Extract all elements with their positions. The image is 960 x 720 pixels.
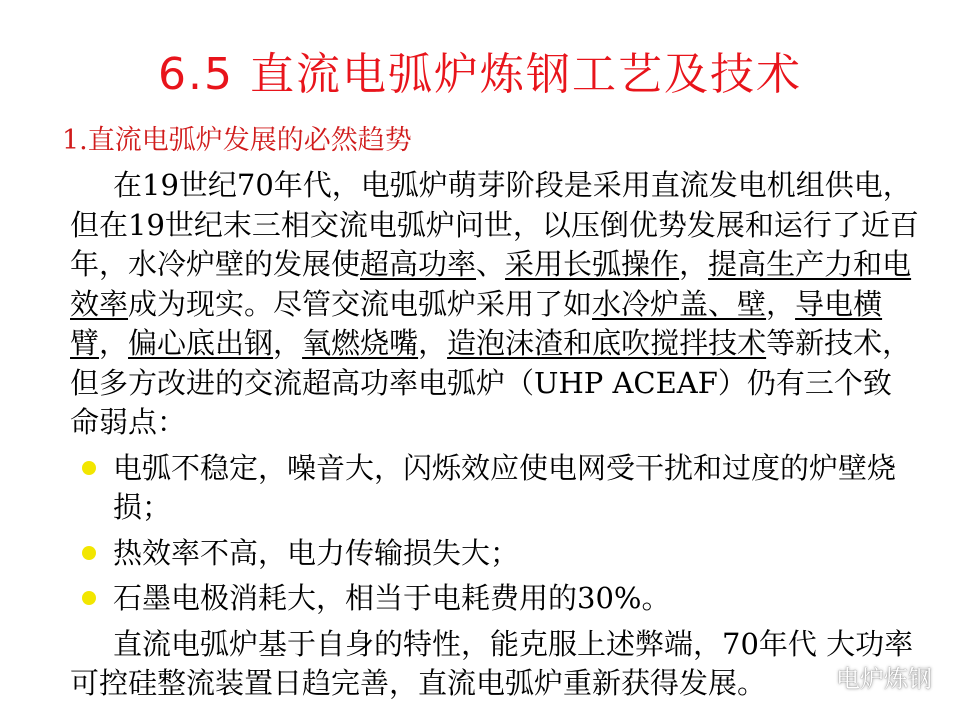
underlined-term: 超高功率 — [360, 247, 477, 281]
paragraph-text: ， — [418, 326, 448, 360]
underlined-term: 造泡沫渣和底吹搅拌技术 — [447, 326, 767, 360]
bullet-dot-icon — [82, 546, 96, 560]
paragraph-text: 成为现实。尽管交流电弧炉采用了如 — [128, 286, 593, 321]
underlined-term: 偏心底出钢 — [128, 326, 274, 360]
underlined-term: 氧燃烧嘴 — [302, 326, 419, 360]
bullet-dot-icon — [82, 461, 96, 475]
list-item-text: 石墨电极消耗大，相当于电耗费用的30%。 — [113, 581, 671, 615]
paragraph-text: 在19世纪70年代，电弧炉萌芽阶段是采用直流发电机组供电，但在19世纪末三相交流电弧炉问世，以压倒优势发展和运行了近百年，水冷炉壁的发展使 — [70, 168, 919, 281]
slide-body — [70, 166, 920, 704]
list-item-text: 电弧不稳定，噪音大，闪烁效应使电网受干扰和过度的炉壁烧损； — [113, 450, 897, 524]
list-item — [70, 534, 920, 574]
underlined-term: 导电横臂 — [70, 286, 883, 360]
list-item — [70, 579, 920, 619]
underlined-term: 水冷炉盖、壁 — [592, 286, 767, 321]
intro-paragraph — [70, 166, 920, 443]
paragraph-text: ， — [766, 286, 796, 321]
paragraph-text: 等新技术，但多方改进的交流超高功率电弧炉（UHP ACEAF）仍有三个致命弱点： — [70, 326, 912, 439]
underlined-term: 提高生产力和电效率 — [70, 247, 912, 321]
list-item-text: 热效率不高，电力传输损失大； — [113, 535, 520, 570]
wechat-icon — [800, 664, 830, 690]
underlined-term: 采用长弧操作 — [505, 247, 680, 281]
paragraph-text: ， — [99, 326, 129, 360]
slide-title: 6.5 直流电弧炉炼钢工艺及技术 — [158, 49, 802, 100]
closing-paragraph: 直流电弧炉基于自身的特性，能克服上述弊端，70年代 大功率可控硅整流装置日趋完善，直流电弧炉重新获得发展。 — [70, 626, 914, 700]
watermark-text: 电炉炼钢 — [836, 665, 932, 693]
weakness-list — [70, 449, 920, 619]
list-item — [70, 449, 920, 528]
watermark — [800, 659, 932, 694]
paragraph-text: 、 — [476, 247, 506, 281]
section-heading: 1.直流电弧炉发展的必然趋势 — [62, 125, 412, 156]
paragraph-text: ， — [679, 247, 709, 281]
bullet-dot-icon — [82, 591, 96, 605]
paragraph-text: ， — [273, 326, 303, 360]
